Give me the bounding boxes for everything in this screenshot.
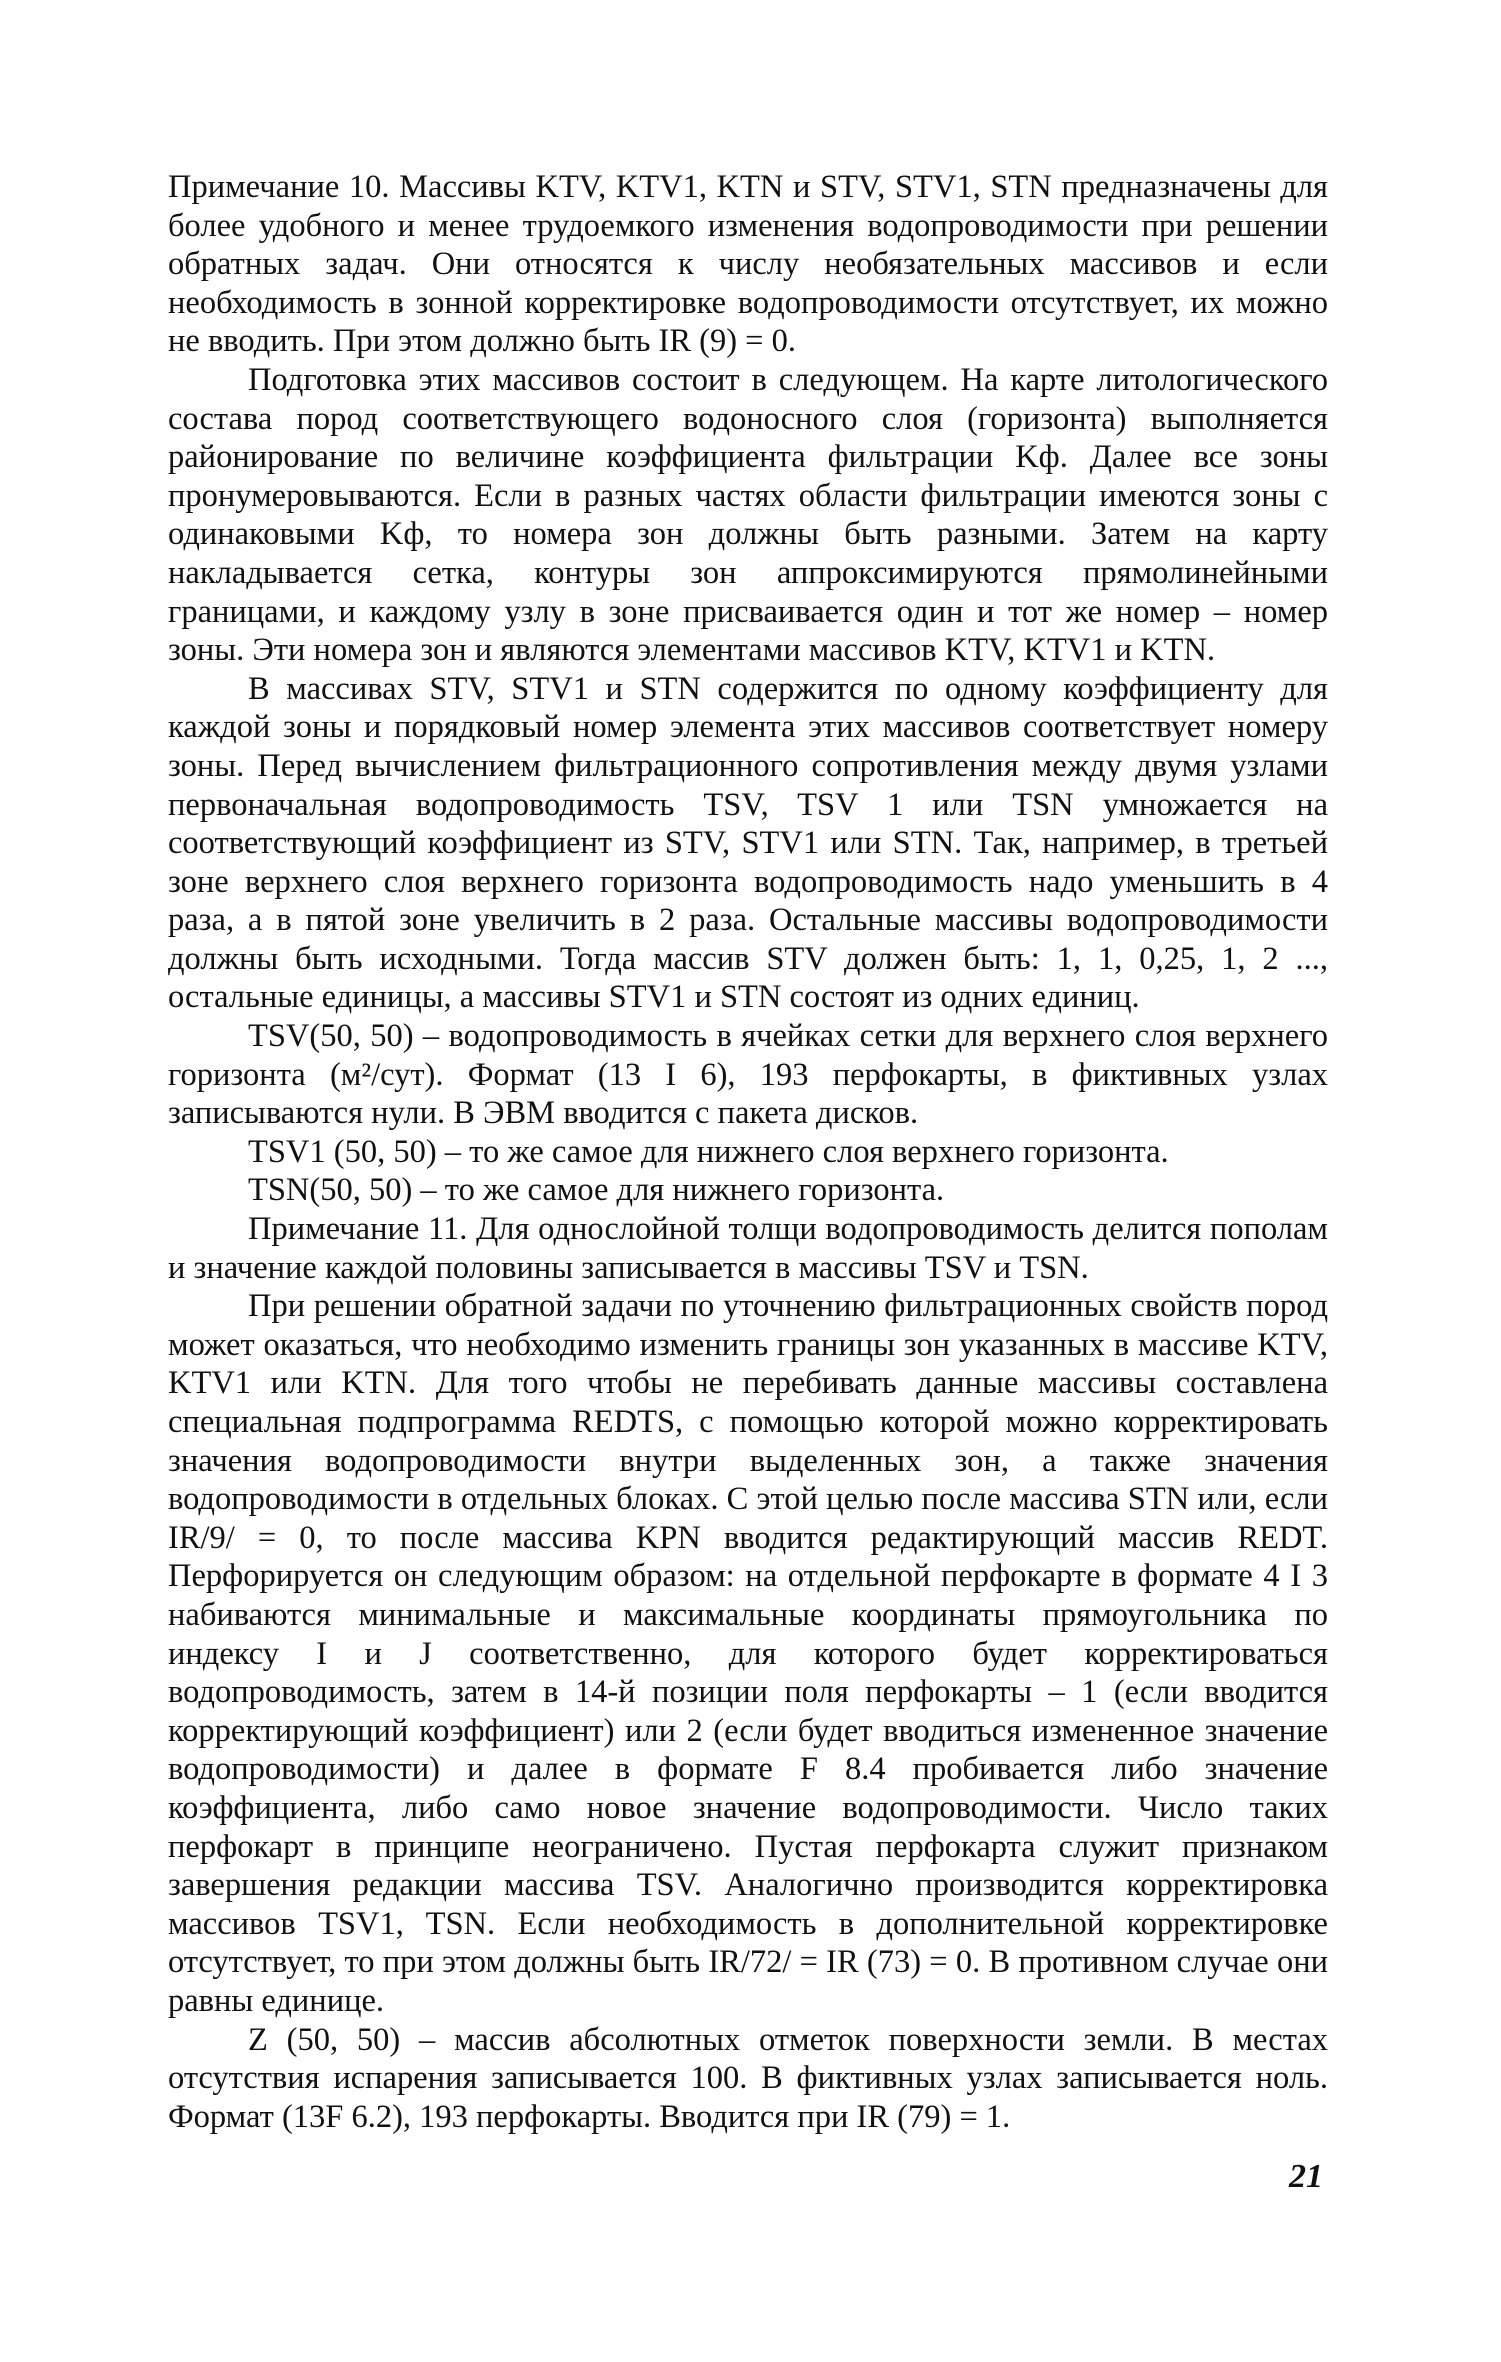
paragraph-note-10: Примечание 10. Массивы KTV, KTV1, KTN и STV, STV1, STN предназначены для более удобного и менее трудоемкого изменения водопроводимости при решении обратных задач. Они относятся к числу необязательных массивов и если необходимость в зонной корректировке водопроводимости отсутствует, их можно не вводить. При этом должно быть IR (9) = 0. [168,169,1328,360]
paragraph-inverse-problem: При решении обратной задачи по уточнению фильтрационных свойств пород может оказаться, что необходимо изменить границы зон указанных в массиве KTV, KTV1 или KTN. Для того чтобы не перебивать данные массивы составлена специальная подпрограмма REDTS, с помощью которой можно корректировать значения водопроводимости внутри выделенных зон, а также значения водопроводимости в отдельных блоках. С этой целью после массива STN или, если IR/9/ = 0, то после массива KPN вводится редактирующий массив REDT. Перфорируется он следующим образом: на отдельной перфокарте в формате 4 I 3 набиваются минимальные и максимальные координаты прямоугольника по индексу I и J соответственно, для которого будет корректироваться водопроводимость, затем в 14-й позиции поля перфокарты – 1 (если вводится корректирующий коэффициент) или 2 (если будет вводиться измененное значение водопроводимости) и далее в формате F 8.4 пробивается либо значение коэффициента, либо само новое значение водопроводимости. Число таких перфокарт в принципе неограничено. Пустая перфокарта служит признаком завершения редакции массива TSV. Аналогично производится корректировка массивов TSV1, TSN. Если необходимость в дополнительной корректировке отсутствует, то при этом должны быть IR/72/ = IR (73) = 0. В противном случае они равны единице. [168,1288,1328,2019]
paragraph-z-array: Z (50, 50) – массив абсолютных отметок поверхности земли. В местах отсутствия испарения записывается 100. В фиктивных узлах записывается ноль. Формат (13F 6.2), 193 перфокарты. Вводится при IR (79) = 1. [168,2021,1328,2135]
paragraph-zoning: Подготовка этих массивов состоит в следующем. На карте литологического состава пород соответствующего водоносного слоя (горизонта) выполняется районирование по величине коэффициента фильтрации Kф. Далее все зоны пронумеровываются. Если в разных частях области фильтрации имеются зоны с одинаковыми Kф, то номера зон должны быть разными. Затем на карту накладывается сетка, контуры зон аппроксимируются прямолинейными границами, и каждому узлу в зоне присваивается один и тот же номер – номер зоны. Эти номера зон и являются элементами массивов KTV, KTV1 и KTN. [168,361,1328,669]
document-page [168,168,1328,2136]
page-number: 21 [1289,2158,1323,2195]
paragraph-tsn: TSN(50, 50) – то же самое для нижнего горизонта. [248,1172,945,1209]
paragraph-coefficients: В массивах STV, STV1 и STN содержится по одному коэффициенту для каждой зоны и порядковый номер элемента этих массивов соответствует номеру зоны. Перед вычислением фильтрационного сопротивления между двумя узлами первоначальная водопроводимость TSV, TSV 1 или TSN умножается на соответствующий коэффициент из STV, STV1 или STN. Так, например, в третьей зоне верхнего слоя верхнего горизонта водопроводимость надо уменьшить в 4 раза, а в пятой зоне увеличить в 2 раза. Остальные массивы водопроводимости должны быть исходными. Тогда массив STV должен быть: 1, 1, 0,25, 1, 2 ..., остальные единицы, а массивы STV1 и STN состоят из одних единиц. [168,670,1328,1016]
paragraph-note-11: Примечание 11. Для однослойной толщи водопроводимость делится пополам и значение каждой половины записывается в массивы TSV и TSN. [168,1211,1328,1286]
paragraph-tsv: TSV(50, 50) – водопроводимость в ячейках сетки для верхнего слоя верхнего горизонта (м²/сут). Формат (13 I 6), 193 перфокарты, в фиктивных узлах записываются нули. В ЭВМ вводится с пакета дисков. [168,1018,1328,1132]
paragraph-tsv1: TSV1 (50, 50) – то же самое для нижнего слоя верхнего горизонта. [248,1133,1169,1170]
